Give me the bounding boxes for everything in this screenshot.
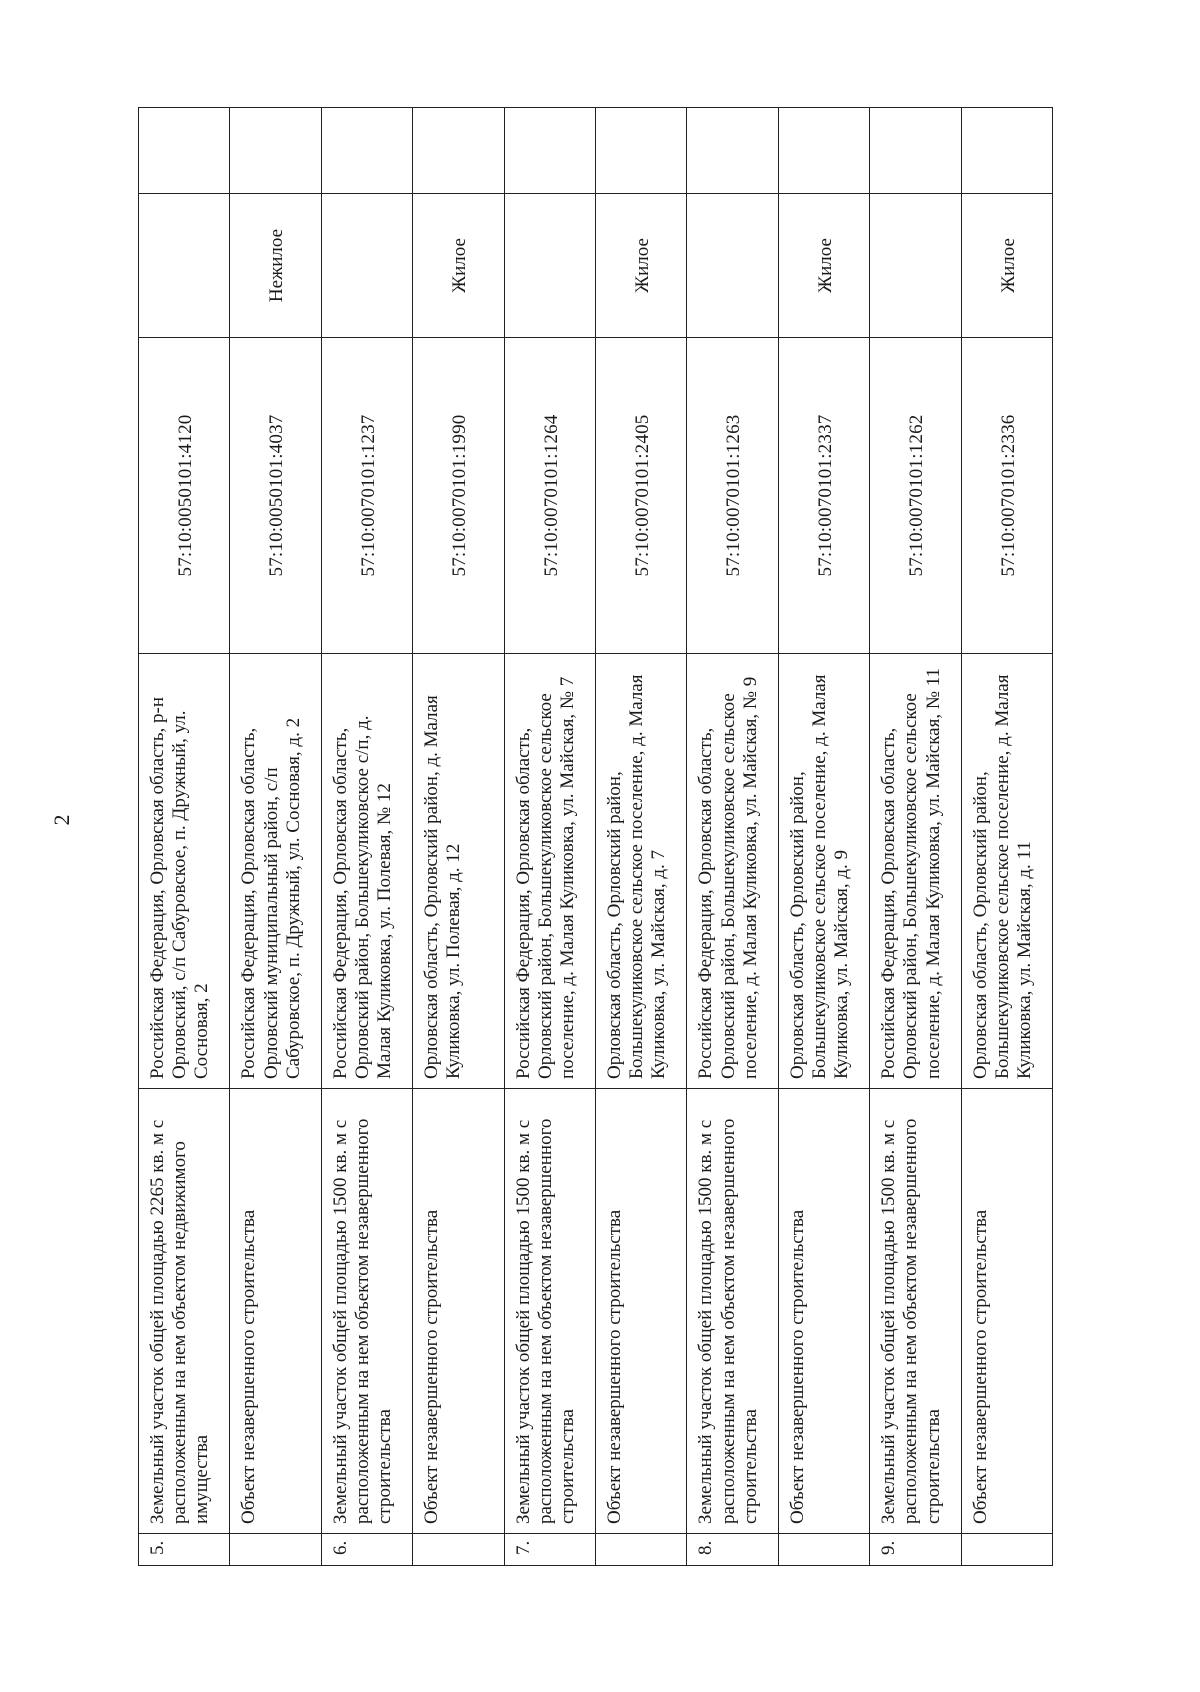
object-kind (139, 194, 230, 338)
address: Орловская область, Орловский район, Большекуликовское сельское поселение, д. Малая Куликовка, ул. Майская, д. 11 (961, 654, 1052, 1089)
object-kind (504, 194, 595, 338)
row-number: 8. (687, 1534, 778, 1566)
row-number (961, 1534, 1052, 1566)
table-row (413, 108, 504, 1566)
address: Орловская область, Орловский район, Большекуликовское сельское поселение, д. Малая Куликовка, ул. Майская, д. 9 (778, 654, 869, 1089)
table-row (321, 108, 412, 1566)
table-row (230, 108, 321, 1566)
empty-cell (595, 108, 686, 194)
object-kind: Нежилое (230, 194, 321, 338)
cadastral-number: 57:10:0070101:1263 (687, 338, 778, 654)
address: Российская Федерация, Орловская область, Орловский район, Большекуликовское сельское поселение, д. Малая Куликовка, ул. Майская, № 9 (687, 654, 778, 1089)
cadastral-number: 57:10:0070101:2337 (778, 338, 869, 654)
empty-cell (413, 108, 504, 194)
table-row (139, 108, 230, 1566)
address: Орловская область, Орловский район, Большекуликовское сельское поселение, д. Малая Куликовка, ул. Майская, д. 7 (595, 654, 686, 1089)
object-kind (321, 194, 412, 338)
table-row (961, 108, 1052, 1566)
object-kind (687, 194, 778, 338)
row-number: 6. (321, 1534, 412, 1566)
empty-cell (961, 108, 1052, 194)
row-number (413, 1534, 504, 1566)
object-description: Объект незавершенного строительства (778, 1089, 869, 1534)
cadastral-number: 57:10:0050101:4120 (139, 338, 230, 654)
cadastral-number: 57:10:0070101:1237 (321, 338, 412, 654)
table-row (504, 108, 595, 1566)
address: Орловская область, Орловский район, д. Малая Куликовка, ул. Полевая, д. 12 (413, 654, 504, 1089)
table-row (778, 108, 869, 1566)
address: Российская Федерация, Орловская область, Орловский район, Большекуликовское сельское поселение, д. Малая Куликовка, ул. Майская, № 7 (504, 654, 595, 1089)
cadastral-number: 57:10:0070101:1262 (870, 338, 961, 654)
cadastral-number: 57:10:0070101:2336 (961, 338, 1052, 654)
cadastral-number: 57:10:0070101:1990 (413, 338, 504, 654)
table-body (139, 108, 1053, 1566)
object-description: Земельный участок общей площадью 1500 кв. м с расположенным на нем объектом незавершенного строительства (870, 1089, 961, 1534)
cadastral-number: 57:10:0070101:1264 (504, 338, 595, 654)
empty-cell (139, 108, 230, 194)
object-description: Земельный участок общей площадью 1500 кв. м с расположенным на нем объектом незавершенного строительства (687, 1089, 778, 1534)
object-kind: Жилое (778, 194, 869, 338)
page-number: 2 (49, 814, 74, 826)
table-row (595, 108, 686, 1566)
address: Российская Федерация, Орловская область, р-н Орловский, с/п Сабуровское, п. Дружный, ул. Сосновая, 2 (139, 654, 230, 1089)
row-number: 9. (870, 1534, 961, 1566)
cadastral-number: 57:10:0050101:4037 (230, 338, 321, 654)
object-kind: Жилое (413, 194, 504, 338)
object-kind (870, 194, 961, 338)
row-number: 7. (504, 1534, 595, 1566)
object-description: Земельный участок общей площадью 1500 кв. м с расположенным на нем объектом незавершенного строительства (321, 1089, 412, 1534)
row-number (230, 1534, 321, 1566)
empty-cell (321, 108, 412, 194)
address: Российская Федерация, Орловская область, Орловский район, Большекуликовское сельское поселение, д. Малая Куликовка, ул. Майская, № 11 (870, 654, 961, 1089)
object-description: Объект незавершенного строительства (230, 1089, 321, 1534)
empty-cell (778, 108, 869, 194)
property-table (138, 107, 1053, 1566)
row-number (595, 1534, 686, 1566)
cadastral-number: 57:10:0070101:2405 (595, 338, 686, 654)
object-description: Объект незавершенного строительства (413, 1089, 504, 1534)
address: Российская Федерация, Орловская область, Орловский район, Большекуликовское с/п, д. Малая Куликовка, ул. Полевая, № 12 (321, 654, 412, 1089)
row-number (778, 1534, 869, 1566)
row-number: 5. (139, 1534, 230, 1566)
object-kind: Жилое (961, 194, 1052, 338)
table-row (687, 108, 778, 1566)
object-description: Земельный участок общей площадью 1500 кв. м с расположенным на нем объектом незавершенного строительства (504, 1089, 595, 1534)
empty-cell (230, 108, 321, 194)
object-description: Земельный участок общей площадью 2265 кв. м с расположенным на нем объектом недвижимого имущества (139, 1089, 230, 1534)
object-description: Объект незавершенного строительства (595, 1089, 686, 1534)
empty-cell (870, 108, 961, 194)
table-row (870, 108, 961, 1566)
object-description: Объект незавершенного строительства (961, 1089, 1052, 1534)
property-table-rotated (138, 108, 1052, 1566)
object-kind: Жилое (595, 194, 686, 338)
empty-cell (504, 108, 595, 194)
address: Российская Федерация, Орловская область, Орловский муниципальный район, с/п Сабуровское, п. Дружный, ул. Сосновая, д. 2 (230, 654, 321, 1089)
empty-cell (687, 108, 778, 194)
